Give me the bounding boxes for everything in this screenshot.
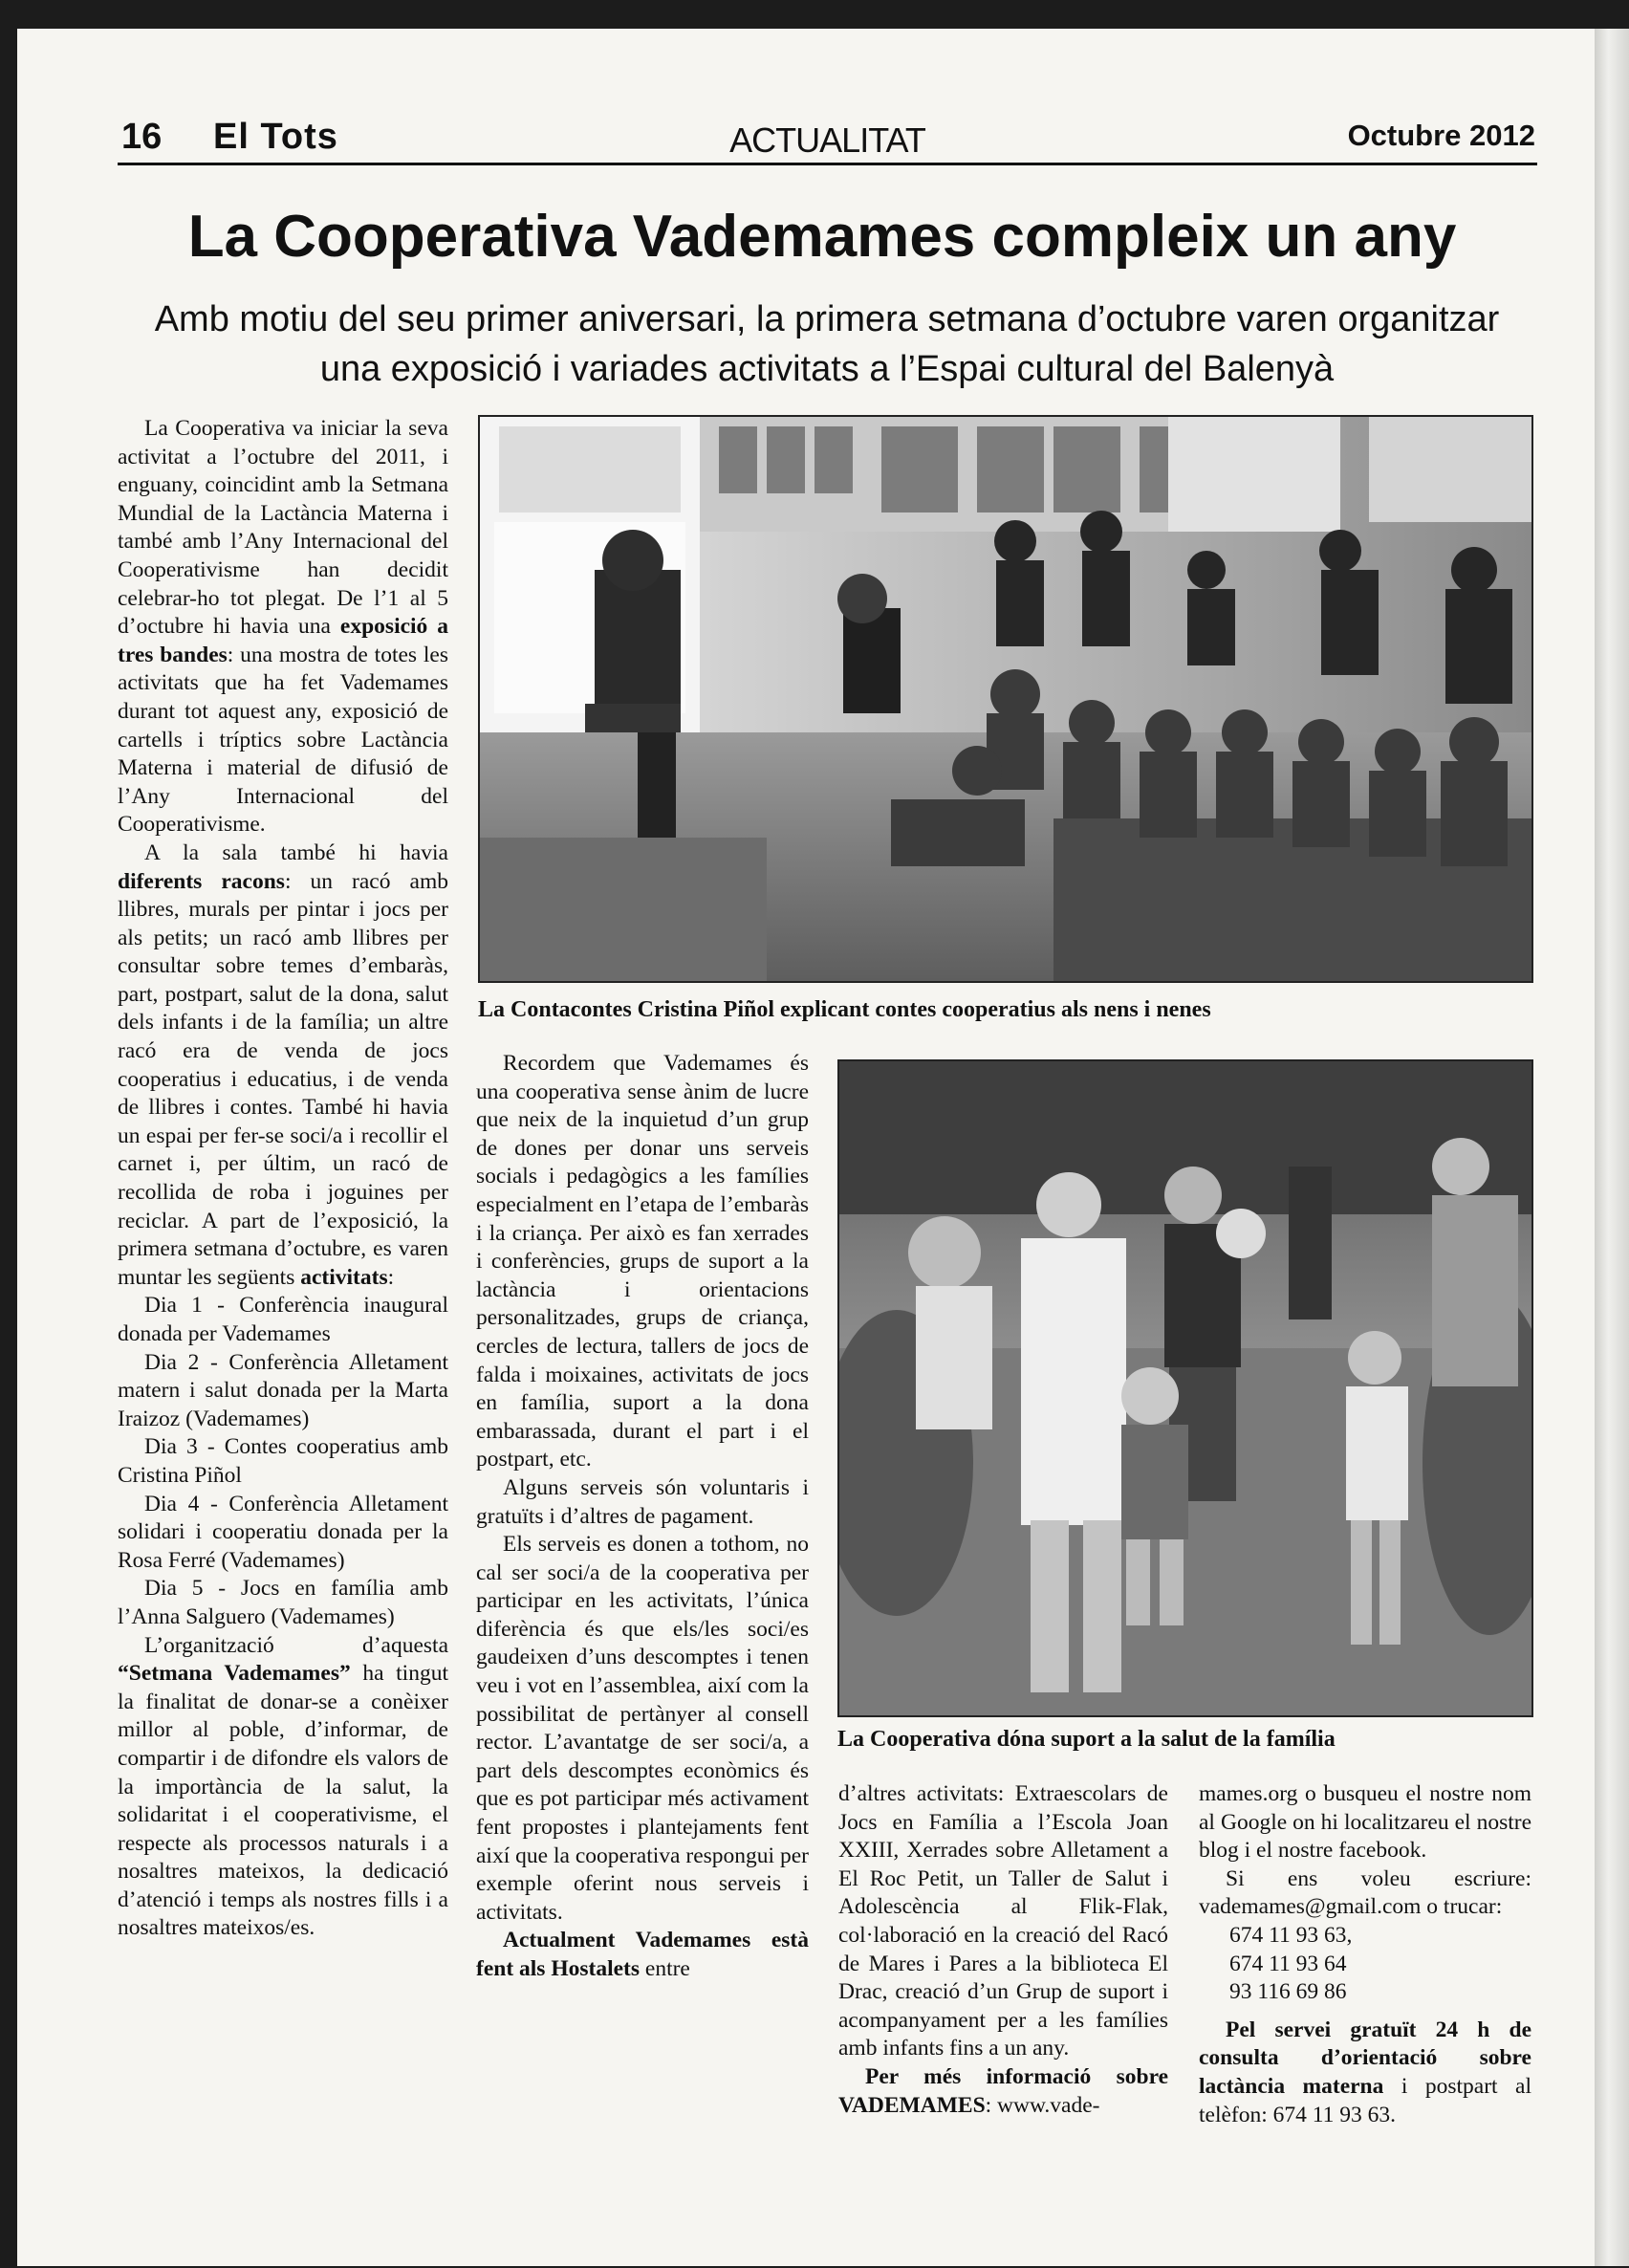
activity-item: Dia 2 - Conferència Alletament matern i salut donada per la Marta Iraizoz (Vademames) xyxy=(118,1349,448,1431)
paragraph: Actualment Vademames està fent als Hostalets entre xyxy=(476,1928,809,1981)
emphasis: activitats xyxy=(300,1264,388,1290)
activity-item: Dia 4 - Conferència Alletament solidari i cooperatiu donada per la Rosa Ferré (Vademames) xyxy=(118,1491,448,1573)
paragraph: La Cooperativa va iniciar la seva activitat a l’octubre del 2011, i enguany, coincidint amb la Setmana Mundial de la Lactància Materna i també amb l’Any Internacional del Cooperativisme han decidit celebrar-ho tot plegat. De l’1 al 5 d’octubre hi havia una exposició a tres bandes: una mostra de totes les activitats que ha fet Vademames durant tot aquest any, exposició de cartells i tríptics sobre Lactància Materna i material de difusió de l’Any Internacional del Cooperativisme. xyxy=(118,416,448,838)
phone-number: 93 116 69 86 xyxy=(1229,1979,1347,2005)
page-number: 16 xyxy=(121,117,163,157)
paragraph: Recordem que Vademames és una cooperativa sense ànim de lucre que neix de la inquietud d’un grup de dones per donar uns serveis socials i pedagògics a les famílies especialment en l’etapa de l’embaràs i la criança. Per això es fan xerrades i conferències, grups de suport a la lactància i orientacions personalitzades, grups de criança, cercles de lectura, tallers de jocs de falda i moixaines, activitats de jocs en família, suport a la dona embarassada, durant el part i el postpart, etc. xyxy=(476,1051,809,1472)
family-photo xyxy=(837,1059,1533,1717)
text-column-left xyxy=(118,415,448,1943)
phone-number: 674 11 93 64 xyxy=(1229,1951,1347,1976)
paragraph: Si ens voleu escriure: vademames@gmail.com o trucar: xyxy=(1199,1865,1531,1920)
article-subheadline: Amb motiu del seu primer aniversari, la primera setmana d’octubre varen organitzar una exposició i variades activitats a l’Espai cultural del Balenyà xyxy=(154,299,1500,389)
emphasis: exposició a tres bandes xyxy=(118,614,448,667)
text-column-right-1 xyxy=(838,1780,1168,2120)
section-name: ACTUALITAT xyxy=(729,120,925,160)
emphasis: Actualment Vademames està fent als Hostalets xyxy=(476,1928,809,1981)
emphasis: “Setmana Vademames” xyxy=(118,1661,351,1687)
text-column-middle xyxy=(476,1050,809,1984)
next-page-edge xyxy=(1595,29,1629,2266)
header-rule xyxy=(118,163,1537,165)
paragraph: Pel servei gratuït 24 h de consulta d’orientació sobre lactància materna i postpart al telèfon: 674 11 93 63. xyxy=(1199,2017,1531,2127)
activity-item: Dia 3 - Contes cooperatius amb Cristina Piñol xyxy=(118,1434,448,1488)
publication-name: El Tots xyxy=(213,117,338,157)
activity-item: Dia 5 - Jocs en família amb l’Anna Salguero (Vademames) xyxy=(118,1576,448,1629)
photo-caption: La Cooperativa dóna suport a la salut de la família xyxy=(837,1727,1336,1752)
phone-number: 674 11 93 63, xyxy=(1229,1922,1353,1948)
page-header xyxy=(118,113,1537,166)
paragraph: Els serveis es donen a tothom, no cal ser soci/a de la cooperativa per participar en les activitats, l’única diferència és que els/les soci/es gaudeixen d’uns descomptes i tenen veu i vot en l’assemblea, així com la possibilitat de pertànyer al consell rector. L’avantatge de ser soci/a, a part dels descomptes econòmics és que es pot participar més activament fent propostes i plantejaments fent així que la cooperativa respongui per exemple oferint nous serveis i activitats. xyxy=(476,1532,809,1925)
family-photo-image xyxy=(839,1061,1531,1715)
activity-item: Dia 1 - Conferència inaugural donada per Vademames xyxy=(118,1293,448,1346)
photo-caption: La Contacontes Cristina Piñol explicant contes cooperatius als nens i nenes xyxy=(478,997,1211,1022)
storytelling-photo-image xyxy=(480,417,1531,981)
article-headline: La Cooperativa Vademames compleix un any xyxy=(187,204,1457,270)
paragraph: mames.org o busqueu el nostre nom al Google on hi localitzareu el nostre blog i el nostre facebook. xyxy=(1199,1781,1531,1864)
emphasis: Per més informació sobre VADEMAMES xyxy=(838,2063,1168,2118)
emphasis: Pel servei gratuït 24 h de consulta d’orientació sobre lactància materna xyxy=(1199,2017,1531,2099)
paragraph: A la sala també hi havia diferents racons: un racó amb llibres, murals per pintar i jocs per als petits; un racó amb llibres per consultar sobre temes d’embaràs, part, postpart, salut de la dona, salut dels infants i de la família; un altre racó era de venda de jocs cooperatius i educatius, i de venda de llibres i contes. També hi havia un espai per fer-se soci/a i recollir el carnet i, per últim, un racó de recollida de roba i joguines per reciclar. A part de l’exposició, la primera setmana d’octubre, es varen muntar les següents activitats: xyxy=(118,840,448,1290)
storytelling-photo xyxy=(478,415,1533,983)
paragraph: Alguns serveis són voluntaris i gratuïts i d’altres de pagament. xyxy=(476,1474,809,1529)
paragraph: d’altres activitats: Extraescolars de Jocs en Família a l’Escola Joan XXIII, Xerrades sobre Alletament a El Roc Petit, un Taller de Salut i Adolescència al Flik-Flak, col·laboració en la creació del Racó de Mares i Pares a la biblioteca El Drac, creació d’un Grup de suport i acompanyament per a les famílies amb infants fins a un any. xyxy=(838,1781,1168,2061)
paragraph: Per més informació sobre VADEMAMES: www.vade- xyxy=(838,2063,1168,2118)
paragraph: L’organització d’aquesta “Setmana Vademames” ha tingut la finalitat de donar-se a conèixer millor al poble, d’informar, de compartir i de difondre els valors de la importància de la salut, la solidaritat i el cooperativisme, el respecte als processos naturals i a nosaltres mateixos, la dedicació d’atenció i temps als nostres fills i a nosaltres mateixos/es. xyxy=(118,1632,448,1941)
issue-date: Octubre 2012 xyxy=(1347,119,1535,152)
emphasis: diferents racons xyxy=(118,868,285,894)
text-column-right-2 xyxy=(1199,1780,1531,2129)
